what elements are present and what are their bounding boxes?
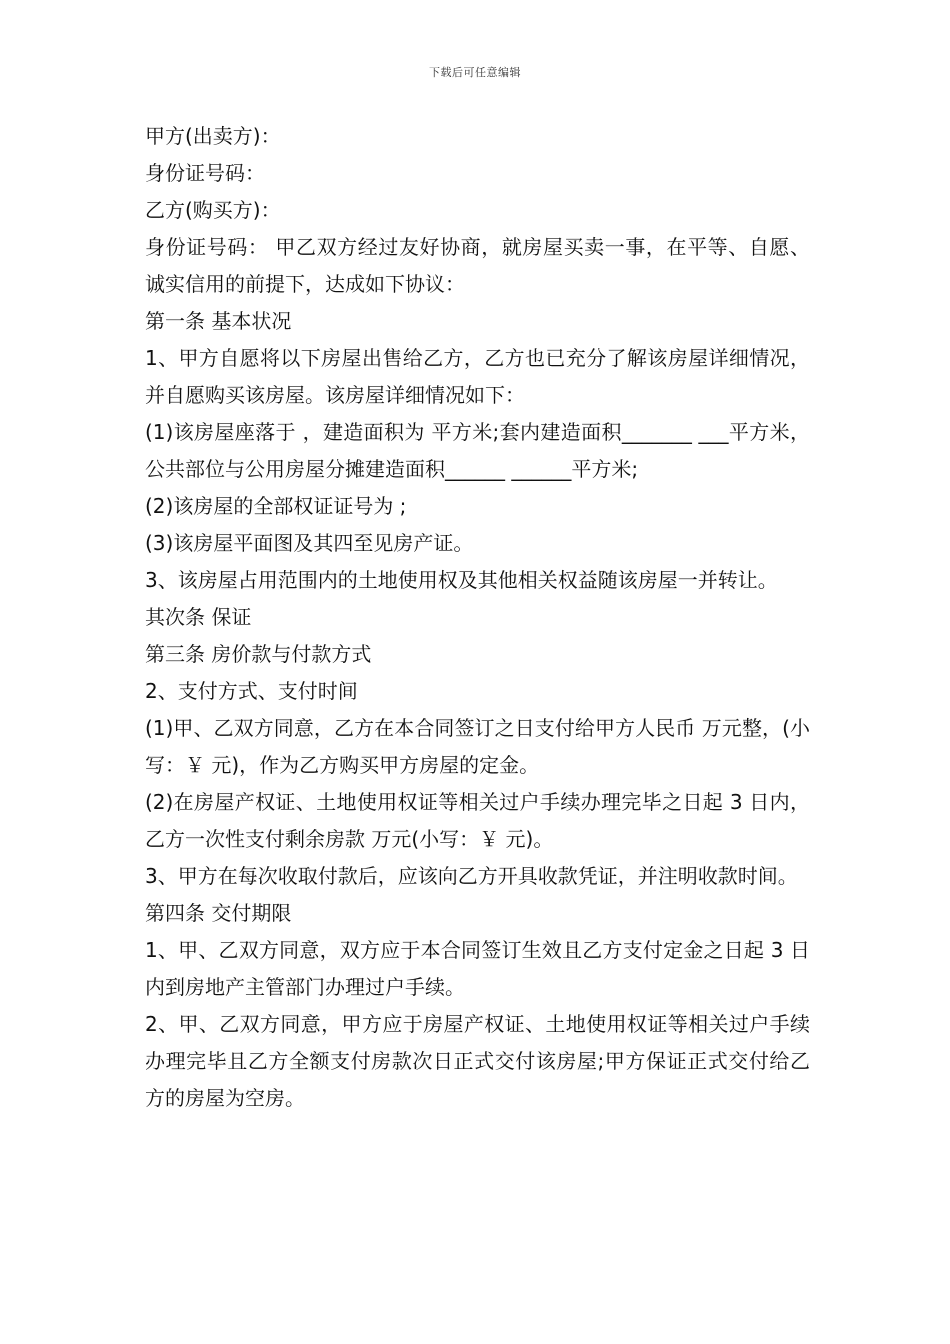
article-1-clause-1: 1、甲方自愿将以下房屋出售给乙方，乙方也已充分了解该房屋详细情况，并自愿购买该房屋。该房屋详细情况如下： <box>145 346 810 407</box>
article-1-clause-3: 3、该房屋占用范围内的土地使用权及其他相关权益随该房屋一并转让。 <box>145 568 778 592</box>
article-3-clause-2: 2、支付方式、支付时间 <box>145 679 358 703</box>
header-note: 下载后可任意编辑 <box>429 66 521 79</box>
party-b-buyer: 乙方(购买方)： <box>145 198 281 222</box>
party-b-id-and-preamble: 身份证号码： 甲乙双方经过友好协商，就房屋买卖一事，在平等、自愿、诚实信用的前提下，达成如下协议： <box>145 235 810 296</box>
article-4-clause-1: 1、甲、乙双方同意，双方应于本合同签订生效且乙方支付定金之日起 3 日内到房地产主管部门办理过户手续。 <box>145 938 810 999</box>
article-3-clause-3: 3、甲方在每次收取付款后，应该向乙方开具收款凭证，并注明收款时间。 <box>145 864 798 888</box>
party-a-seller: 甲方(出卖方)： <box>145 124 281 148</box>
party-a-id-number: 身份证号码： <box>145 161 265 185</box>
article-1-item-2: (2)该房屋的全部权证证号为 ; <box>145 494 407 518</box>
contract-body <box>145 118 810 1117</box>
article-1-heading: 第一条 基本状况 <box>145 309 292 333</box>
article-1-item-3: (3)该房屋平面图及其四至见房产证。 <box>145 531 474 555</box>
article-3-heading: 第三条 房价款与付款方式 <box>145 642 372 666</box>
article-2-heading: 其次条 保证 <box>145 605 252 629</box>
article-1-item-1: (1)该房屋座落于 ，建造面积为 平方米;套内建造面积_______ ___平方米，公共部位与公用房屋分摊建造面积______ ______平方米; <box>145 420 810 481</box>
article-4-clause-2: 2、甲、乙双方同意，甲方应于房屋产权证、土地使用权证等相关过户手续办理完毕且乙方全额支付房款次日正式交付该房屋;甲方保证正式交付给乙方的房屋为空房。 <box>145 1012 810 1110</box>
article-3-item-1: (1)甲、乙双方同意，乙方在本合同签订之日支付给甲方人民币 万元整，(小写：￥ 元)，作为乙方购买甲方房屋的定金。 <box>145 716 810 777</box>
article-4-heading: 第四条 交付期限 <box>145 901 292 925</box>
article-3-item-2: (2)在房屋产权证、土地使用权证等相关过户手续办理完毕之日起 3 日内，乙方一次性支付剩余房款 万元(小写：￥ 元)。 <box>145 790 810 851</box>
